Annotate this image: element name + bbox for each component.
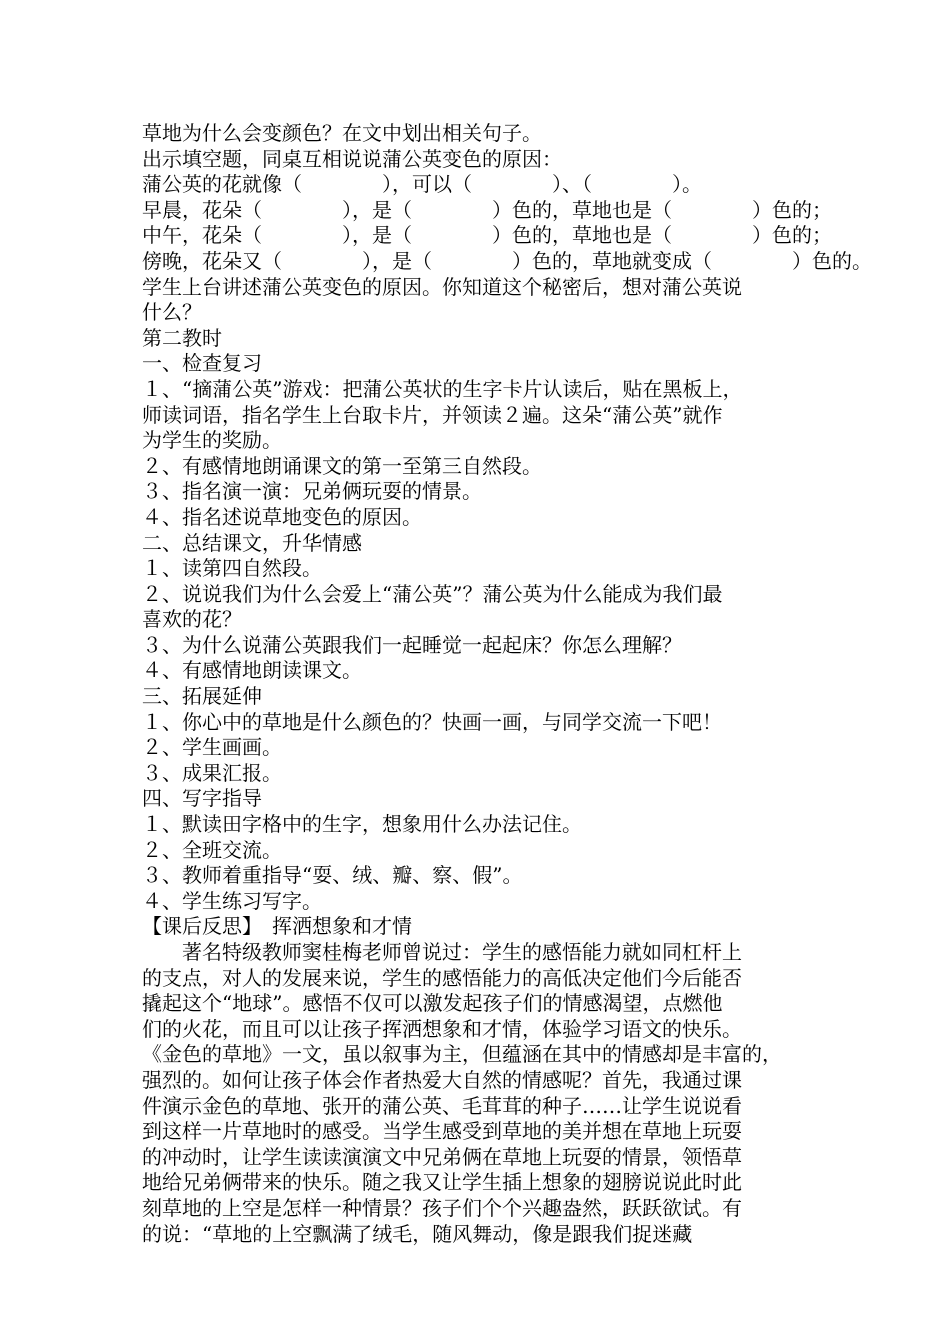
paragraph-line: 的说：“草地的上空飘满了绒毛，随风舞动，像是跟我们捉迷藏: [142, 1221, 693, 1246]
text-line: 学生上台讲述蒲公英变色的原因。你知道这个秘密后，想对蒲公英说: [142, 274, 742, 299]
fill-blank-line: 中午，花朵（ ），是（ ）色的，草地也是（ ）色的；: [142, 223, 832, 248]
list-item: １、你心中的草地是什么颜色的？快画一画，与同学交流一下吧！: [142, 709, 722, 734]
document-page: [142, 121, 872, 1247]
paragraph-line: 的冲动时，让学生读读演演文中兄弟俩在草地上玩耍的情景，领悟草: [142, 1144, 742, 1169]
text-line: 喜欢的花？: [142, 607, 242, 632]
paragraph-line: 们的火花，而且可以让孩子挥洒想象和才情，体验学习语文的快乐。: [142, 1016, 742, 1041]
paragraph-line: 到这样一片草地时的感受。当学生感受到草地的美并想在草地上玩耍: [142, 1119, 742, 1144]
list-item: １、“摘蒲公英”游戏：把蒲公英状的生字卡片认读后，贴在黑板上，: [142, 376, 743, 401]
reflection-heading: 【课后反思】 挥洒想象和才情: [142, 914, 412, 939]
section-heading: 第二教时: [142, 325, 222, 350]
paragraph-line: 著名特级教师窦桂梅老师曾说过：学生的感悟能力就如同杠杆上: [182, 940, 742, 964]
list-item: ３、教师着重指导“耍、绒、瓣、察、假”。: [142, 863, 523, 888]
paragraph-line: 《金色的草地》一文，虽以叙事为主，但蕴涵在其中的情感却是丰富的，: [142, 1042, 782, 1067]
text-line: 为学生的奖励。: [142, 428, 282, 453]
text-line: 草地为什么会变颜色？在文中划出相关句子。: [142, 121, 542, 145]
paragraph-line: 的支点，对人的发展来说，学生的感悟能力的高低决定他们今后能否: [142, 965, 742, 990]
text-line: 出示填空题，同桌互相说说蒲公英变色的原因：: [142, 146, 562, 171]
paragraph-line: 刻草地的上空是怎样一种情景？孩子们个个兴趣盎然，跃跃欲试。有: [142, 1195, 742, 1220]
paragraph-line: 强烈的。如何让孩子体会作者热爱大自然的情感呢？首先，我通过课: [142, 1067, 742, 1092]
section-heading: 三、拓展延伸: [142, 684, 262, 709]
list-item: ３、成果汇报。: [142, 760, 282, 785]
paragraph-line: 撬起这个“地球”。感悟不仅可以激发起孩子们的情感渴望，点燃他: [142, 991, 723, 1016]
list-item: ３、为什么说蒲公英跟我们一起睡觉一起起床？你怎么理解？: [142, 632, 682, 657]
list-item: ４、学生练习写字。: [142, 888, 322, 913]
list-item: ３、指名演一演：兄弟俩玩耍的情景。: [142, 479, 482, 504]
section-heading: 四、写字指导: [142, 786, 262, 811]
paragraph-line: 件演示金色的草地、张开的蒲公英、毛茸茸的种子……让学生说说看: [142, 1093, 742, 1118]
fill-blank-line: 傍晚，花朵又（ ），是（ ）色的，草地就变成（ ）色的。: [142, 248, 872, 273]
list-item: １、读第四自然段。: [142, 556, 322, 581]
fill-blank-line: 早晨，花朵（ ），是（ ）色的，草地也是（ ）色的；: [142, 197, 832, 222]
section-heading: 二、总结课文，升华情感: [142, 530, 362, 555]
list-item: ２、说说我们为什么会爱上“蒲公英”？蒲公英为什么能成为我们最: [142, 581, 723, 606]
list-item: ２、学生画画。: [142, 735, 282, 760]
list-item: ２、全班交流。: [142, 837, 282, 862]
list-item: ４、指名述说草地变色的原因。: [142, 504, 422, 529]
section-heading: 一、检查复习: [142, 351, 262, 376]
text-line: 什么？: [142, 300, 202, 325]
paragraph-line: 地给兄弟俩带来的快乐。随之我又让学生插上想象的翅膀说说此时此: [142, 1170, 742, 1195]
list-item: １、默读田字格中的生字，想象用什么办法记住。: [142, 812, 582, 837]
text-line: 师读词语，指名学生上台取卡片，并领读２遍。这朵“蒲公英”就作: [142, 402, 723, 427]
list-item: ４、有感情地朗读课文。: [142, 658, 362, 683]
fill-blank-line: 蒲公英的花就像（ ），可以（ ）、（ ）。: [142, 172, 702, 197]
list-item: ２、有感情地朗诵课文的第一至第三自然段。: [142, 453, 542, 478]
